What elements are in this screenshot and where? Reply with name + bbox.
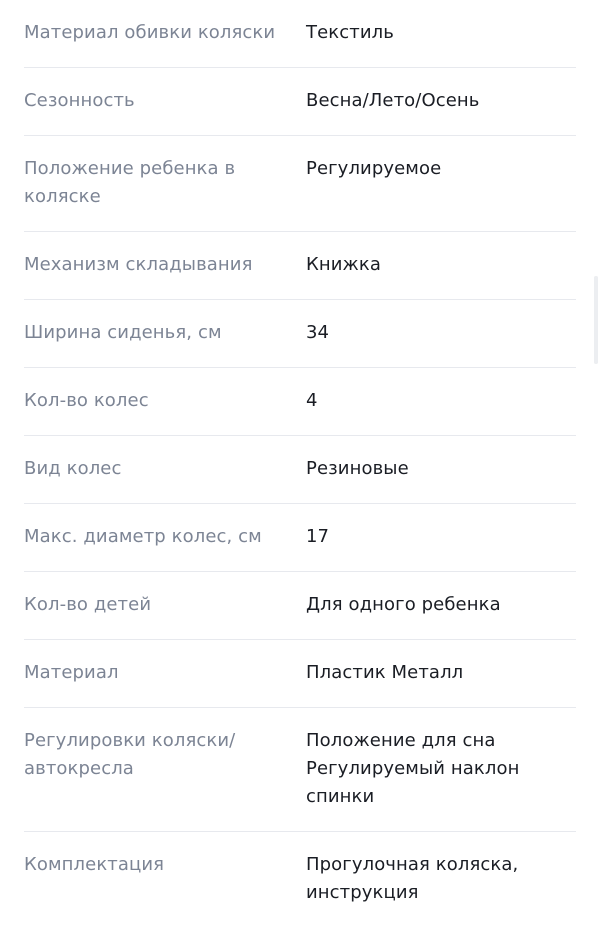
spec-label: Комплектация bbox=[24, 854, 165, 875]
scrollbar[interactable] bbox=[594, 276, 598, 364]
spec-row-wheel-count bbox=[24, 368, 576, 436]
spec-row-child-position bbox=[24, 136, 576, 232]
spec-row-material bbox=[24, 640, 576, 708]
spec-row-folding-mechanism bbox=[24, 232, 576, 300]
product-specs-table bbox=[24, 0, 576, 927]
spec-label: Механизм складывания bbox=[24, 254, 253, 275]
spec-value: Прогулочная коляска, инструкция bbox=[306, 854, 519, 903]
spec-label: Макс. диаметр колес, см bbox=[24, 526, 262, 547]
spec-value: Резиновые bbox=[306, 458, 409, 479]
spec-value: 34 bbox=[306, 322, 330, 343]
spec-label: Кол-во колес bbox=[24, 390, 149, 411]
scrollbar-thumb[interactable] bbox=[594, 276, 598, 364]
spec-row-upholstery-material bbox=[24, 0, 576, 68]
spec-label: Материал обивки коляски bbox=[24, 22, 276, 43]
spec-label: Сезонность bbox=[24, 90, 135, 111]
spec-value: Текстиль bbox=[306, 22, 394, 43]
spec-row-children-count bbox=[24, 572, 576, 640]
spec-label: Материал bbox=[24, 662, 119, 683]
spec-label: Кол-во детей bbox=[24, 594, 152, 615]
spec-value: Для одного ребенка bbox=[306, 594, 501, 615]
spec-row-package-contents bbox=[24, 832, 576, 927]
spec-value: Весна/Лето/Осень bbox=[306, 90, 480, 111]
spec-row-seasonality bbox=[24, 68, 576, 136]
spec-value: Регулируемое bbox=[306, 158, 442, 179]
spec-label: Ширина сиденья, см bbox=[24, 322, 222, 343]
spec-value: Книжка bbox=[306, 254, 381, 275]
spec-label: Регулировки коляски/ автокресла bbox=[24, 730, 236, 779]
spec-label: Положение ребенка в коляске bbox=[24, 158, 236, 207]
spec-value: Положение для сна Регулируемый наклон спинки bbox=[306, 730, 520, 807]
spec-value: 4 bbox=[306, 390, 318, 411]
spec-row-wheel-type bbox=[24, 436, 576, 504]
spec-label: Вид колес bbox=[24, 458, 122, 479]
spec-value: Пластик Металл bbox=[306, 662, 464, 683]
spec-row-max-wheel-diameter bbox=[24, 504, 576, 572]
spec-row-seat-width bbox=[24, 300, 576, 368]
spec-row-adjustments bbox=[24, 708, 576, 832]
spec-value: 17 bbox=[306, 526, 330, 547]
